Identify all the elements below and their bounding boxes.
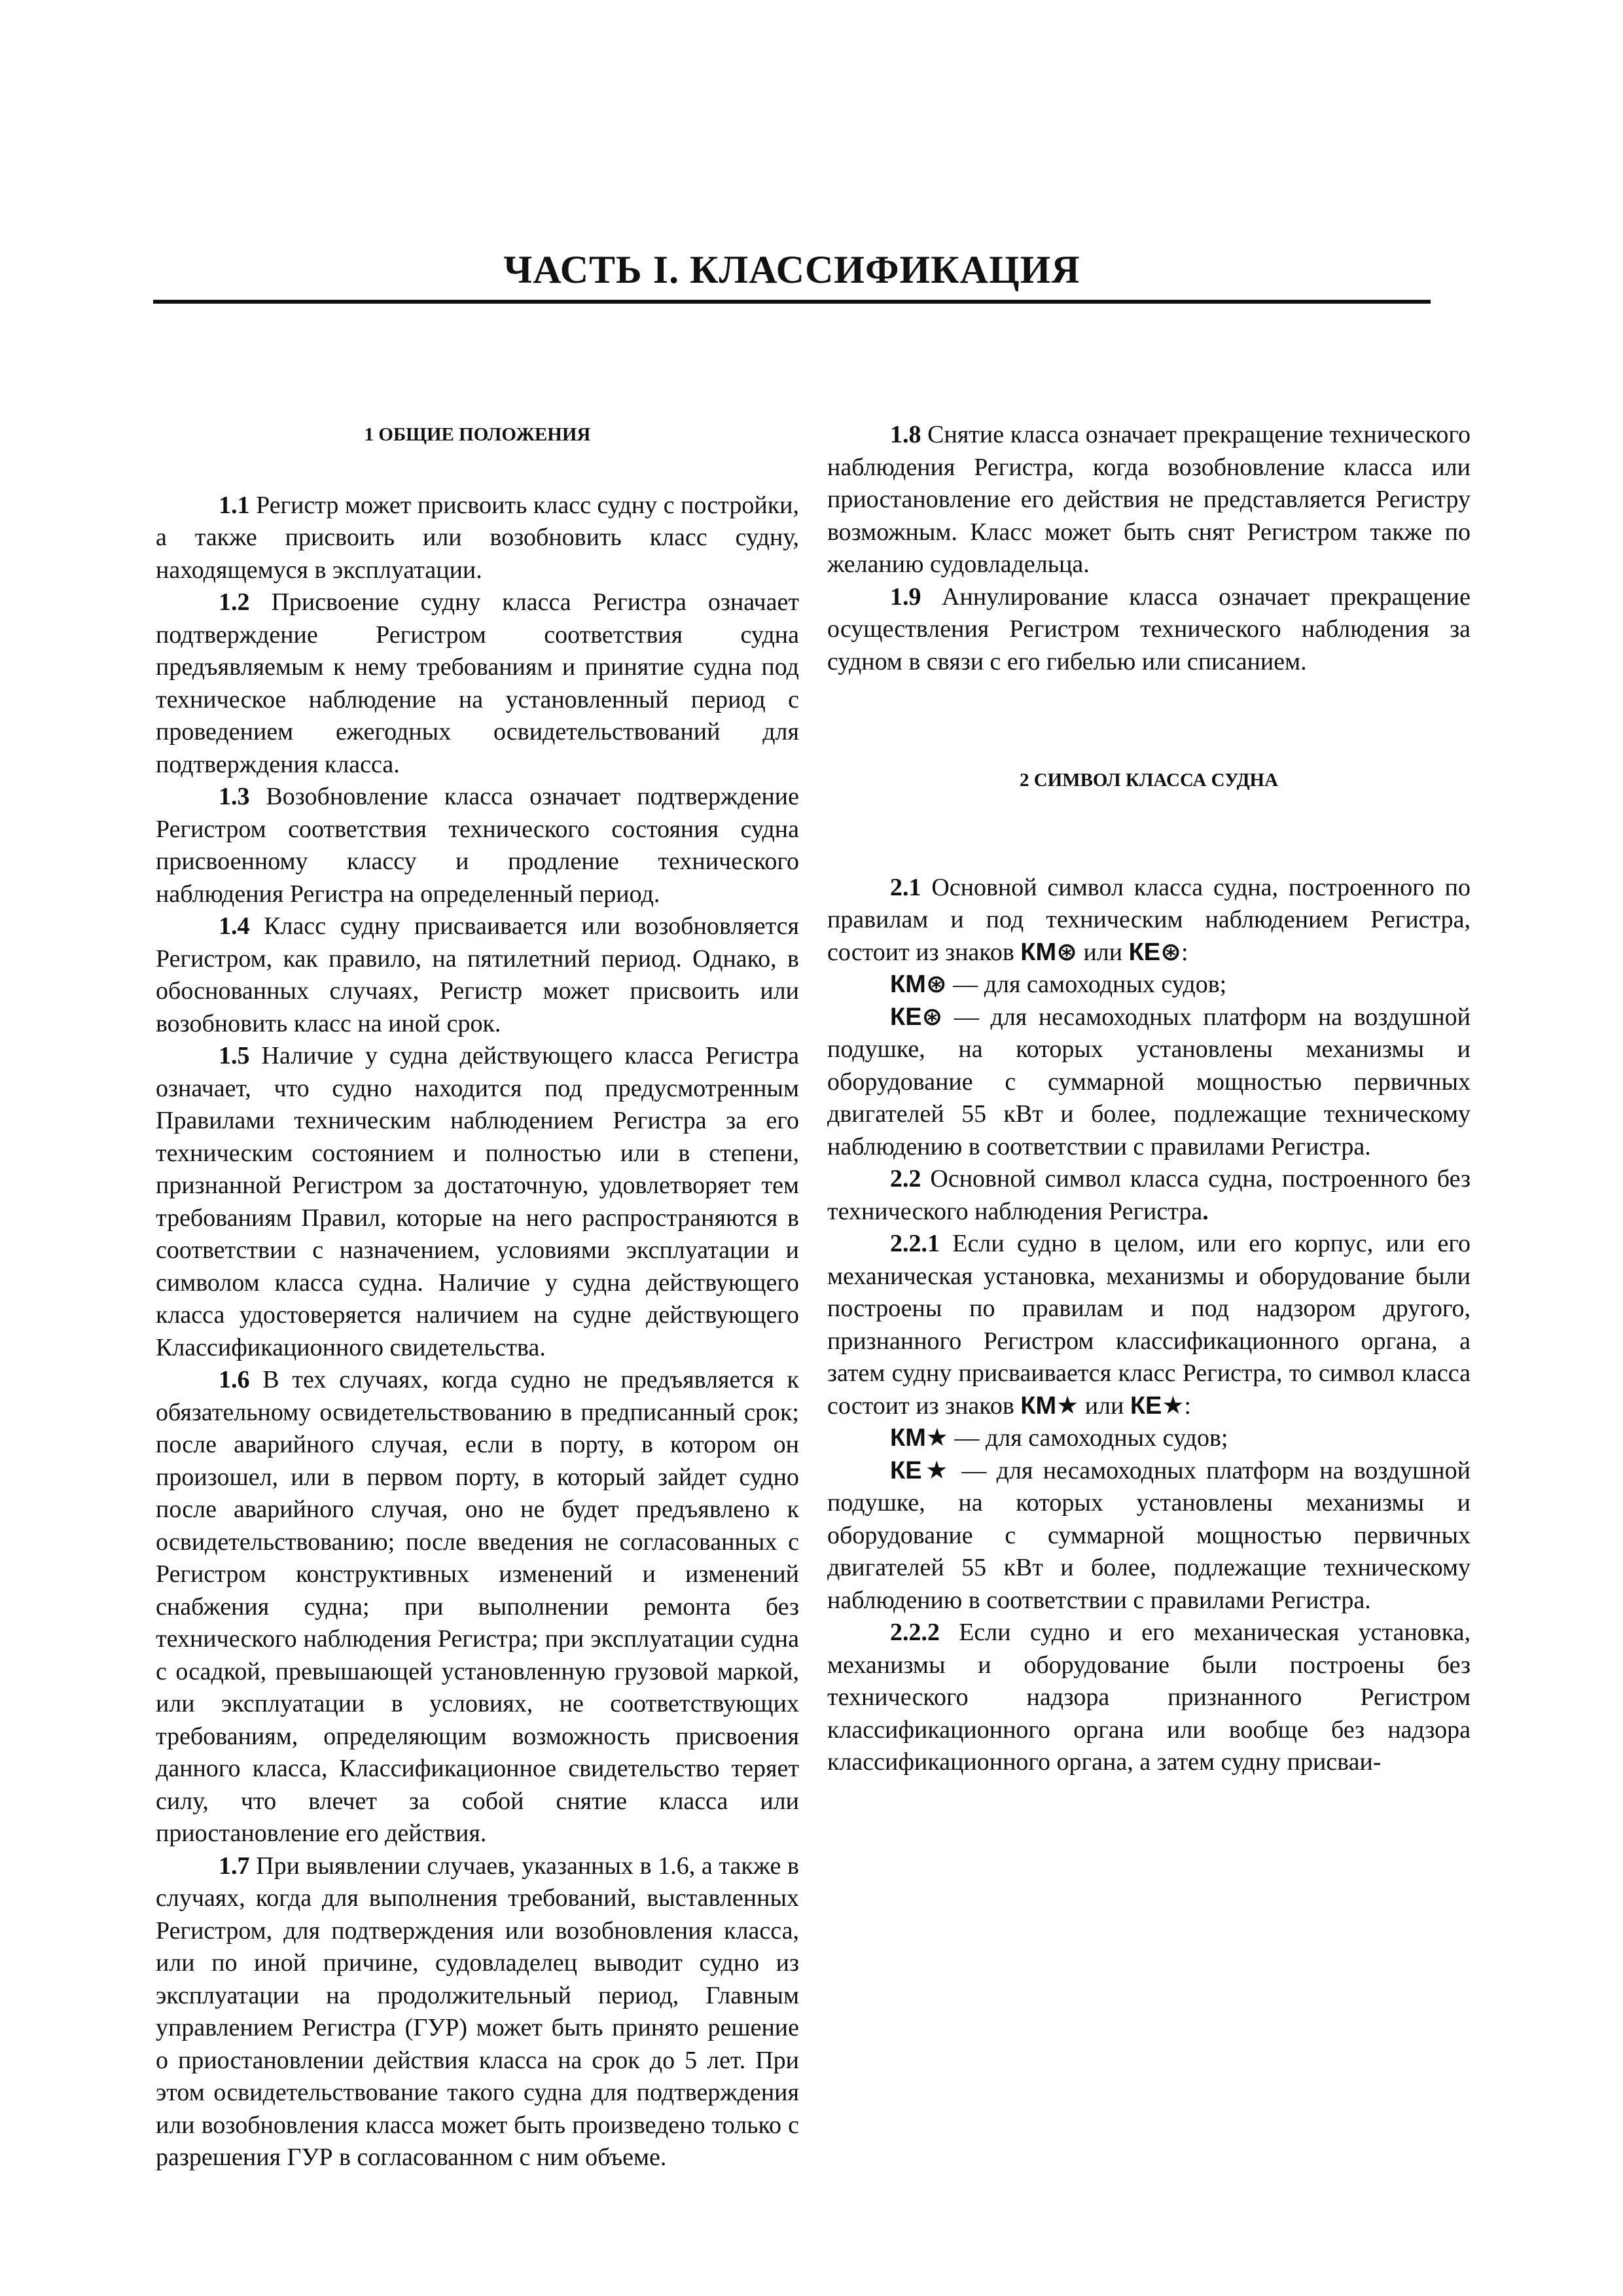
left-column	[156, 419, 799, 2174]
paragraph-1-9	[827, 581, 1471, 679]
paragraph-text: Возобновление класса означает подтверждение Регистром соответствия технического состояния судна присвоенному классу и продление технического наблюдения Регистра на определенный период.	[156, 783, 799, 908]
paragraph-number: 2.2	[890, 1165, 921, 1193]
paragraph-text: — для самоходных судов;	[948, 1424, 1228, 1452]
paragraph-number: 1.6	[219, 1366, 250, 1393]
paragraph-2-2-1-km	[827, 1422, 1471, 1455]
paragraph-text: Снятие класса означает прекращение технического наблюдения Регистра, когда возобновление класса или приостановление его действия не представляется Регистру возможным. Класс может быть снят Регистром также по желанию судовладельца.	[827, 421, 1471, 578]
class-symbol-ke: КЕ⊛	[890, 1003, 943, 1031]
paragraph-number: 2.2.1	[890, 1230, 940, 1257]
joiner-text: или	[1079, 1391, 1130, 1420]
joiner-text: или	[1077, 938, 1129, 966]
title-rule	[153, 300, 1431, 304]
paragraph-2-2-1-ke	[827, 1455, 1471, 1617]
paragraph-text: В тех случаях, когда судно не предъявляется к обязательному освидетельствованию в предписанный срок; после аварийного случая, если в порту, в котором он произошел, или в первом порту, в который зайдет судно после аварийного случая, оно не будет предъявлено к освидетельствованию; после введения не согласованных с Регистром конструктивных изменений и изменений снабжения судна; при выполнении ремонта без технического наблюдения Регистра; при эксплуатации судна с осадкой, превышающей установленную грузовой маркой, или эксплуатации в условиях, не соответствующих требованиям, определяющим возможность присвоения данного класса, Классификационное свидетельство теряет силу, что влечет за собой снятие класса или приостановление его действия.	[156, 1366, 799, 1847]
section-1-heading: 1 ОБЩИЕ ПОЛОЖЕНИЯ	[364, 424, 591, 445]
class-symbol-ke-star: КЕ★	[890, 1456, 952, 1484]
end-punct: .	[1202, 1197, 1209, 1225]
paragraph-number: 1.1	[219, 491, 250, 519]
paragraph-text: Присвоение судну класса Регистра означает подтверждение Регистром соответствия судна предъявляемым к нему требованиям и принятие судна под техническое наблюдение на установленный период с проведением ежегодных освидетельствований для подтверждения класса.	[156, 588, 799, 778]
paragraph-number: 1.8	[890, 421, 921, 448]
class-symbol-km: КМ⊛	[1020, 938, 1077, 966]
paragraph-1-6	[156, 1364, 799, 1850]
paragraph-2-1	[827, 872, 1471, 969]
paragraph-text: Основной символ класса судна, построенного по правилам и под техническим наблюдением Регистра, состоит из знаков	[827, 873, 1471, 966]
class-symbol-km: КМ⊛	[890, 971, 947, 998]
class-symbol-km-star: КМ★	[1020, 1391, 1079, 1420]
paragraph-text: Если судно и его механическая установка, механизмы и оборудование были построены без технического надзора признанного Регистром классификационного органа или вообще без надзора классификационного органа, а затем судну присваи-	[827, 1619, 1471, 1776]
paragraph-number: 1.9	[890, 583, 921, 611]
class-symbol-ke-star: КЕ★	[1130, 1391, 1185, 1420]
paragraph-text: — для самоходных судов;	[946, 971, 1227, 998]
paragraph-2-2	[827, 1163, 1471, 1228]
paragraph-number: 1.5	[219, 1042, 250, 1069]
paragraph-number: 2.1	[890, 873, 921, 901]
paragraph-2-1-km	[827, 969, 1471, 1001]
paragraph-text: При выявлении случаев, указанных в 1.6, а также в случаях, когда для выполнения требований, выставленных Регистром, для подтверждения или возобновления класса, или по иной причине, судовладелец выводит судно из эксплуатации на продолжительный период, Главным управлением Регистра (ГУР) может быть принято решение о приостановлении действия класса на срок до 5 лет. При этом освидетельствование такого судна для подтверждения или возобновления класса может быть произведено только с разрешения ГУР в согласованном с ним объеме.	[156, 1852, 799, 2171]
paragraph-number: 1.3	[219, 783, 250, 810]
right-column	[827, 419, 1471, 1779]
section-2-heading: 2 СИМВОЛ КЛАССА СУДНА	[1019, 770, 1279, 791]
paragraph-text: Класс судну присваивается или возобновляется Регистром, как правило, на пятилетний период. Однако, в обоснованных случаях, Регистр может присвоить или возобновить класс на иной срок.	[156, 912, 799, 1037]
end-punct: :	[1184, 1391, 1191, 1420]
paragraph-2-2-1	[827, 1228, 1471, 1422]
paragraph-1-2	[156, 586, 799, 781]
page-title: ЧАСТЬ I. КЛАССИФИКАЦИЯ	[503, 248, 1080, 291]
paragraph-1-4	[156, 910, 799, 1040]
paragraph-text: Наличие у судна действующего класса Регистра означает, что судно находится под предусмотренным Правилами техническим наблюдением Регистра за его техническим состоянием и полностью или в степени, признанной Регистром за достаточную, удовлетворяет тем требованиям Правил, которые на него распространяются в соответствии с назначением, условиями эксплуатации и символом класса судна. Наличие у судна действующего класса удостоверяется наличием на судне действующего Классификационного свидетельства.	[156, 1042, 799, 1361]
paragraph-number: 2.2.2	[890, 1619, 940, 1646]
paragraph-2-2-2	[827, 1617, 1471, 1779]
paragraph-number: 1.7	[219, 1852, 250, 1880]
paragraph-1-7	[156, 1850, 799, 2174]
paragraph-text: Регистр может присвоить класс судну с постройки, а также присвоить или возобновить класс судну, находящемуся в эксплуатации.	[156, 491, 799, 584]
end-punct: :	[1181, 938, 1188, 966]
paragraph-text: — для несамоходных платформ на воздушной подушке, на которых установлены механизмы и оборудование с суммарной мощностью первичных двигателей 55 кВт и более, подлежащие техническому наблюдению в соответствии с правилами Регистра.	[827, 1003, 1471, 1160]
paragraph-text: — для несамоходных платформ на воздушной подушке, на которых установлены механизмы и оборудование с суммарной мощностью первичных двигателей 55 кВт и более, подлежащие техническому наблюдению в соответствии с правилами Регистра.	[827, 1456, 1471, 1614]
paragraph-text: Аннулирование класса означает прекращение осуществления Регистром технического наблюдения за судном в связи с его гибелью или списанием.	[827, 583, 1471, 675]
paragraph-text: Основной символ класса судна, построенного без технического наблюдения Регистра	[827, 1165, 1471, 1225]
paragraph-1-1	[156, 490, 799, 587]
class-symbol-km-star: КМ★	[890, 1424, 948, 1452]
class-symbol-ke: КЕ⊛	[1128, 938, 1181, 966]
paragraph-number: 1.2	[219, 588, 250, 616]
paragraph-number: 1.4	[219, 912, 250, 940]
paragraph-1-3	[156, 781, 799, 910]
paragraph-1-8	[827, 419, 1471, 581]
paragraph-text: Если судно в целом, или его корпус, или его механическая установка, механизмы и оборудование были построены по правилам и под надзором другого, признанного Регистром классификационного органа, а затем судну присваивается класс Регистра, то символ класса состоит из знаков	[827, 1230, 1471, 1420]
paragraph-1-5	[156, 1040, 799, 1364]
paragraph-2-1-ke	[827, 1001, 1471, 1164]
